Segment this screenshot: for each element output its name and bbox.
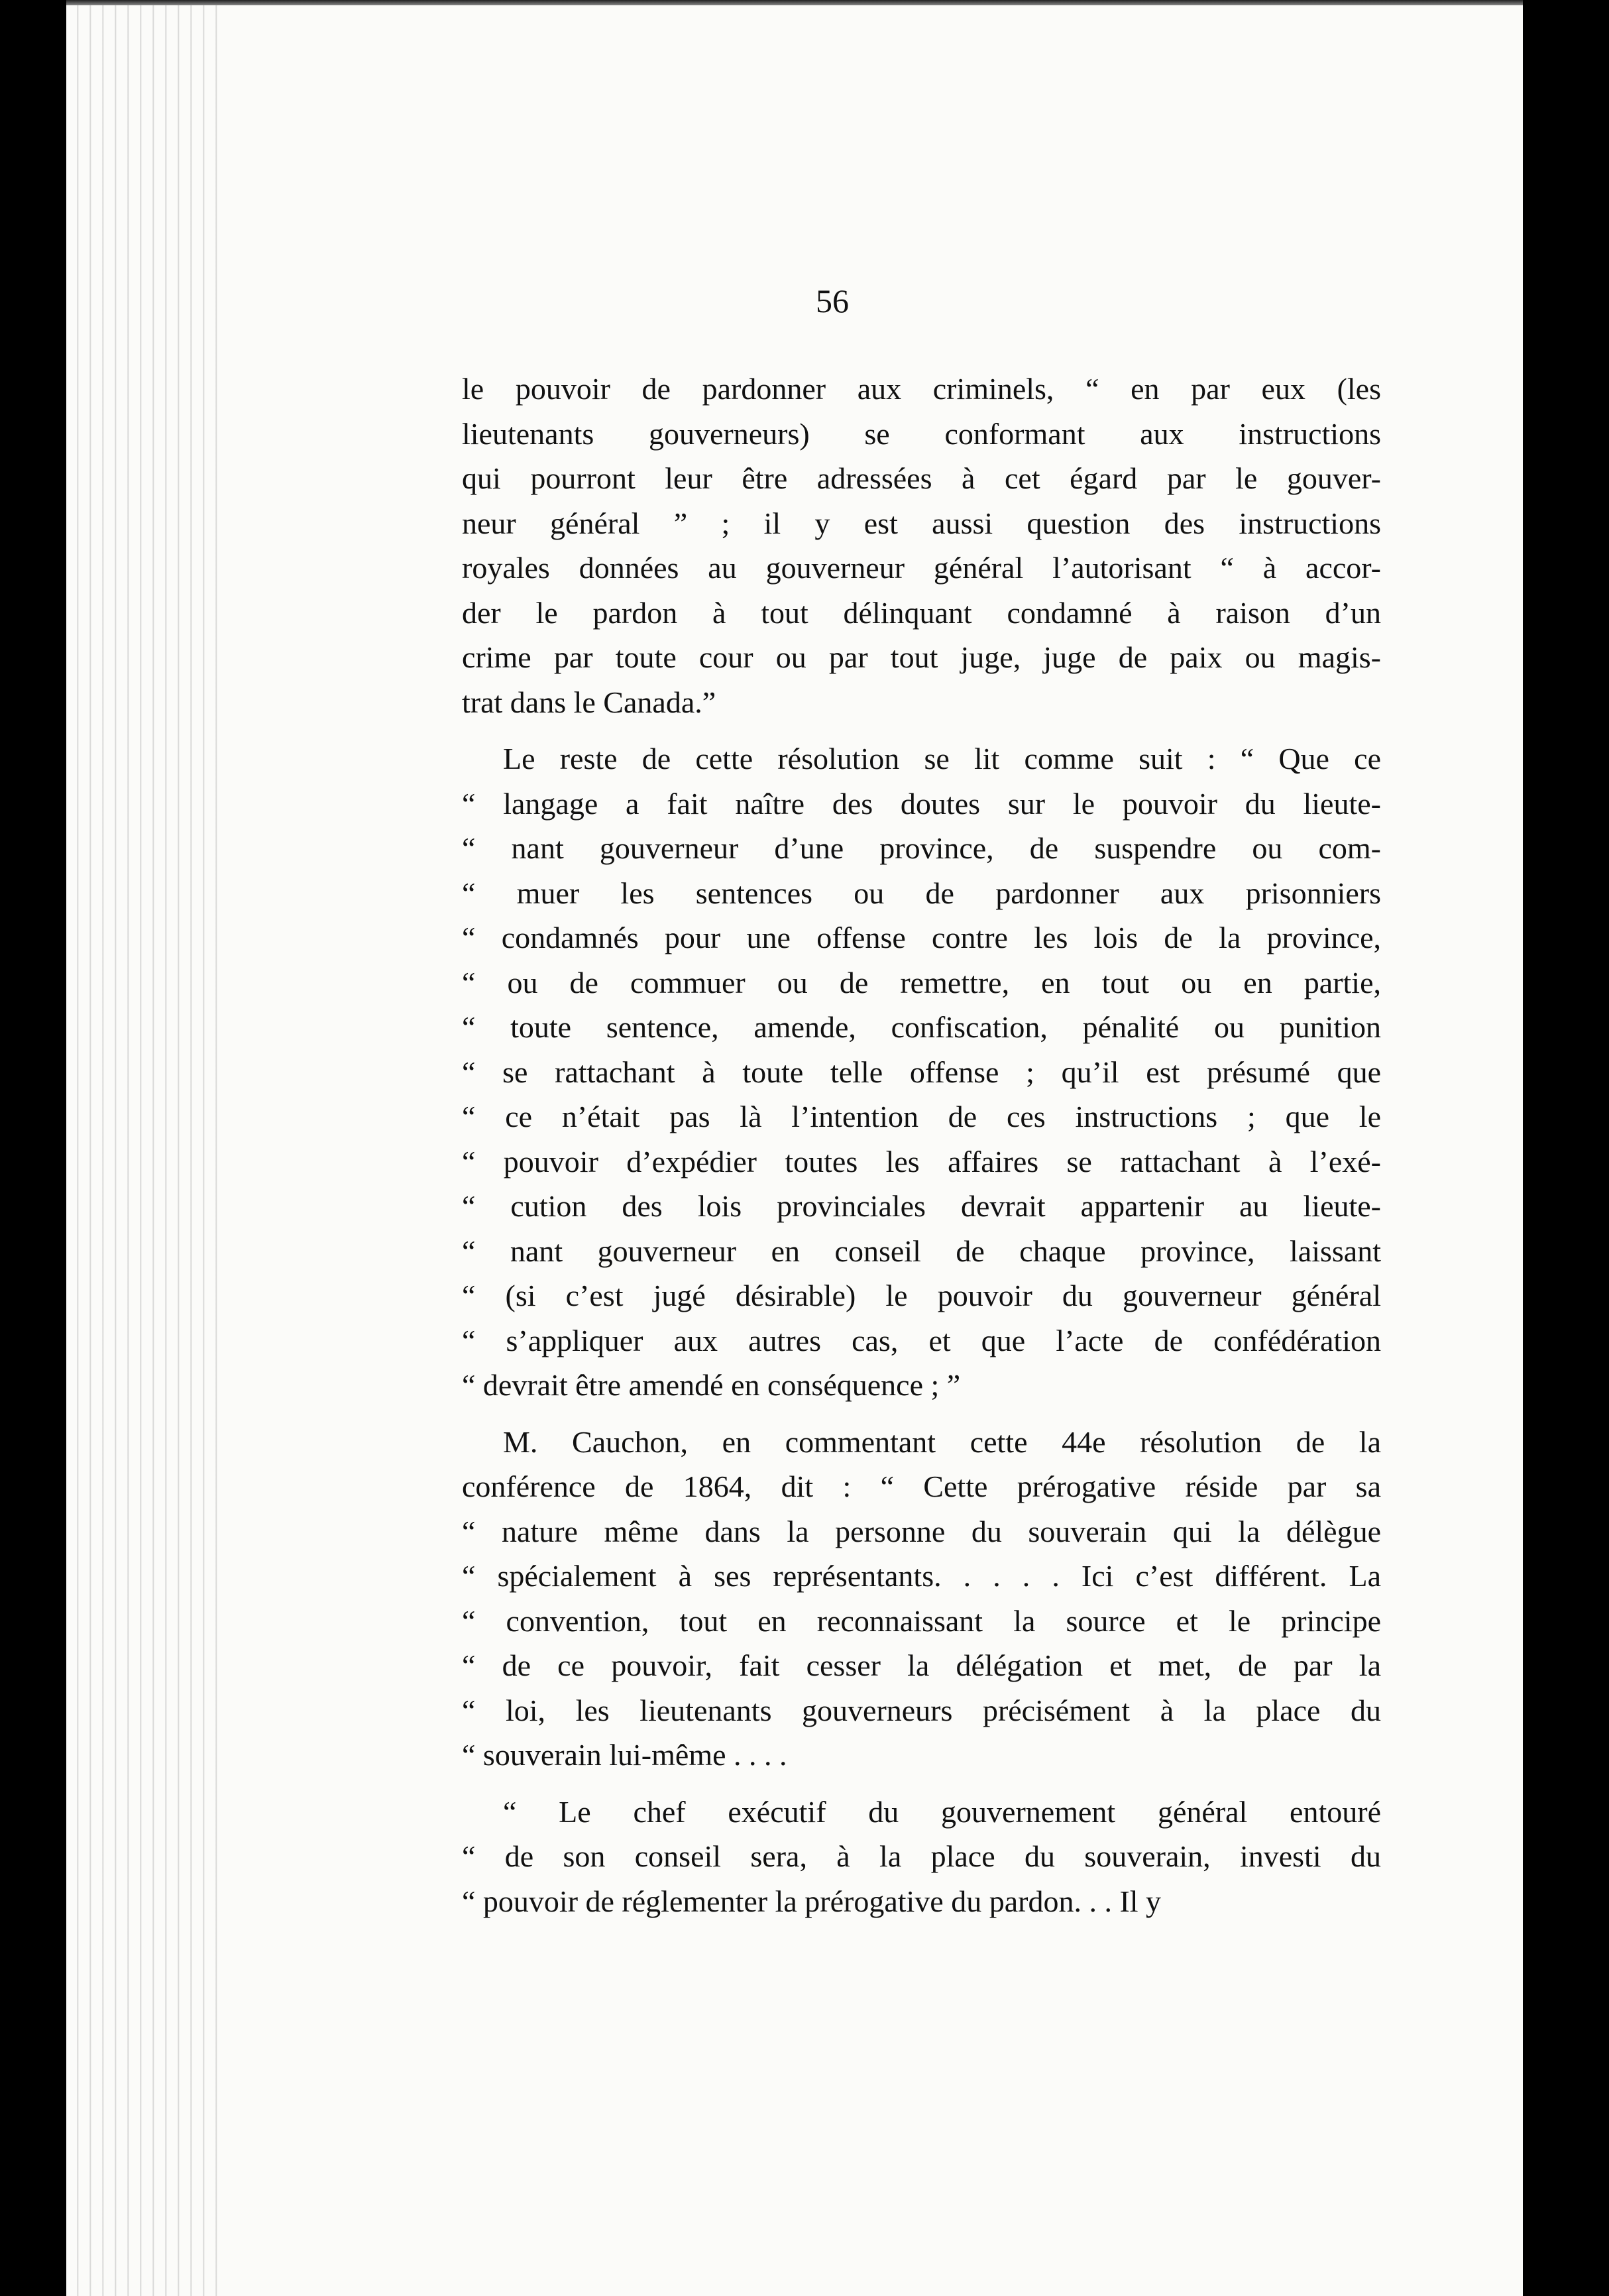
text-line: conférence de 1864, dit : “ Cette prérogative réside par sa [462,1469,1381,1503]
page-top-edge [66,0,1523,5]
text-line: “ pouvoir de réglementer la prérogative du pardon. . . Il y [462,1884,1162,1918]
text-line: “ cution des lois provinciales devrait appartenir au lieute- [462,1189,1381,1223]
text-line: qui pourront leur être adressées à cet égard par le gouver- [462,461,1381,495]
text-line: “ nant gouverneur en conseil de chaque province, laissant [462,1234,1381,1268]
text-line: “ nature même dans la personne du souverain qui la délègue [462,1514,1381,1548]
text-line: le pouvoir de pardonner aux criminels, “ en par eux (les [462,372,1381,406]
text-line: “ (si c’est jugé désirable) le pouvoir du gouverneur général [462,1279,1381,1312]
text-line: “ souverain lui-même . . . . [462,1738,787,1772]
text-line: M. Cauchon, en commentant cette 44e résolution de la [503,1424,1381,1459]
paragraph-gap [462,1778,1381,1790]
text-line: “ langage a fait naître des doutes sur le pouvoir du lieute- [462,786,1381,821]
text-line: neur général ” ; il y est aussi question des instructions [462,506,1381,540]
text-line: “ s’appliquer aux autres cas, et que l’acte de confédération [462,1323,1381,1357]
text-line: “ de son conseil sera, à la place du souverain, investi du [462,1839,1381,1873]
text-line: “ se rattachant à toute telle offense ; qu’il est présumé que [462,1055,1381,1089]
stacked-page-edges [66,0,219,2296]
text-line: trat dans le Canada.” [462,685,716,719]
text-line: royales données au gouverneur général l’autorisant “ à accor- [462,551,1381,585]
text-line: “ toute sentence, amende, confiscation, pénalité ou punition [462,1010,1381,1044]
text-line: “ Le chef exécutif du gouvernement général entouré [503,1794,1381,1829]
text-line: “ nant gouverneur d’une province, de suspendre ou com- [462,831,1381,865]
text-line: “ ou de commuer ou de remettre, en tout ou en partie, [462,965,1381,1000]
text-line: “ devrait être amendé en conséquence ; ” [462,1368,961,1402]
text-line: lieutenants gouverneurs) se conformant aux instructions [462,416,1381,451]
body-text [462,367,1381,1923]
text-line: “ muer les sentences ou de pardonner aux prisonniers [462,876,1381,910]
text-line: “ pouvoir d’expédier toutes les affaires se rattachant à l’exé- [462,1144,1381,1178]
paragraph-p1 [462,367,1381,724]
text-line: “ condamnés pour une offense contre les lois de la province, [462,921,1381,954]
paragraph-p4 [462,1790,1381,1924]
text-line: Le reste de cette résolution se lit comme suit : “ Que ce [503,742,1381,775]
text-line: “ convention, tout en reconnaissant la source et le principe [462,1603,1381,1638]
text-line: crime par toute cour ou par tout juge, juge de paix ou magis- [462,640,1381,674]
text-line: “ spécialement à ses représentants. . . . . Ici c’est différent. La [462,1559,1381,1593]
paragraph-gap [462,1408,1381,1420]
paragraph-p2 [462,736,1381,1408]
page-number: 56 [816,282,849,319]
paragraph-p3 [462,1420,1381,1778]
text-line: “ ce n’était pas là l’intention de ces instructions ; que le [462,1100,1381,1133]
text-line: “ de ce pouvoir, fait cesser la délégation et met, de par la [462,1648,1381,1682]
text-line: “ loi, les lieutenants gouverneurs précisément à la place du [462,1693,1381,1727]
text-line: der le pardon à tout délinquant condamné à raison d’un [462,595,1381,630]
paragraph-gap [462,724,1381,736]
